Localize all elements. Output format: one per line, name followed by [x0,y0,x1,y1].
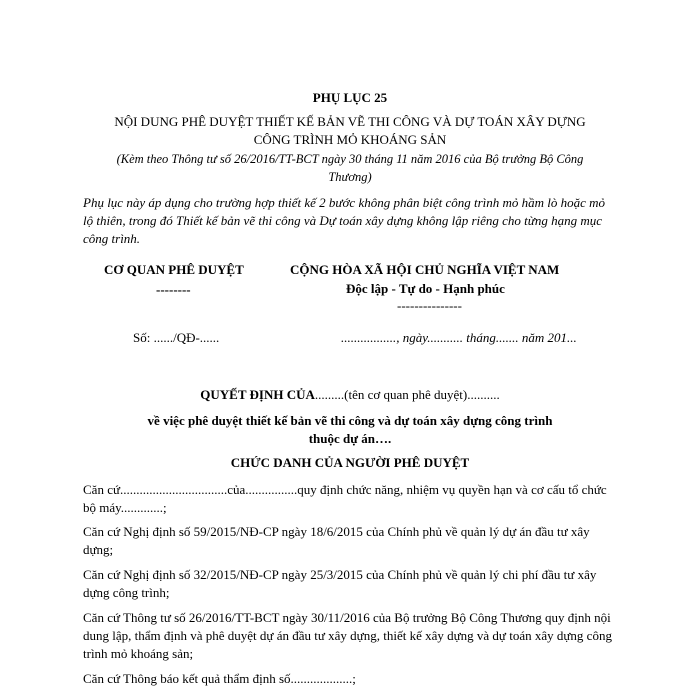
basis-item-1: Căn cứ.................................của................quy định chức năng, nhiệm vụ quyền hạn và cơ cấu tổ chức bộ máy.............; [83,482,607,515]
decision-title [0,387,700,403]
appendix-label: PHỤ LỤC 25 [312,90,388,105]
basis-item-5: Căn cứ Thông báo kết quả thẩm định số...................; [83,671,356,686]
doc-title-line2: CÔNG TRÌNH MỎ KHOÁNG SẢN [253,132,447,147]
country-name: CỘNG HÒA XÃ HỘI CHỦ NGHĨA VIỆT NAM [290,262,560,277]
decision-title-bold: QUYẾT ĐỊNH CỦA [200,387,315,402]
basis-item-3: Căn cứ Nghị định số 32/2015/NĐ-CP ngày 25/3/2015 của Chính phủ về quản lý chi phí đầu tư xây dựng công trình; [83,567,597,600]
decision-subject-line2: thuộc dự án…. [308,431,392,446]
decision-subject-line1: về việc phê duyệt thiết kế bản vẽ thi công và dự toán xây dựng công trình [147,413,553,428]
issue-date: ................., ngày........... tháng....... năm 201... [341,330,577,345]
attached-note-line2: Thương) [328,170,372,184]
approver-title: CHỨC DANH CỦA NGƯỜI PHÊ DUYỆT [230,455,470,470]
document-number: Số: ....../QĐ-...... [133,330,220,345]
decision-title-rest: .........(tên cơ quan phê duyệt).......... [314,387,500,402]
approving-agency: CƠ QUAN PHÊ DUYỆT [104,262,244,277]
basis-item-4: Căn cứ Thông tư số 26/2016/TT-BCT ngày 30/11/2016 của Bộ trưởng Bộ Công Thương quy định nội dung lập, thẩm định và phê duyệt dự án đầu tư xây dựng, thiết kế xây dựng và dự toán xây dựng công trình mỏ khoáng sản; [83,610,612,661]
basis-item-2: Căn cứ Nghị định số 59/2015/NĐ-CP ngày 18/6/2015 của Chính phủ về quản lý dự án đầu tư xây dựng; [83,524,590,557]
motto-dashes: --------------- [397,298,462,313]
attached-note-line1: (Kèm theo Thông tư số 26/2016/TT-BCT ngày 30 tháng 11 năm 2016 của Bộ trưởng Bộ Công [116,152,584,166]
agency-dashes: -------- [156,282,191,297]
doc-title-line1: NỘI DUNG PHÊ DUYỆT THIẾT KẾ BẢN VẼ THI CÔNG VÀ DỰ TOÁN XÂY DỰNG [114,114,586,129]
national-motto: Độc lập - Tự do - Hạnh phúc [346,281,505,296]
scope-note: Phụ lục này áp dụng cho trường hợp thiết kế 2 bước không phân biệt công trình mỏ hầm lò hoặc mỏ lộ thiên, trong đó Thiết kế bản vẽ thi công và Dự toán xây dựng không lập riêng cho từng hạng mục công trình. [83,195,606,246]
